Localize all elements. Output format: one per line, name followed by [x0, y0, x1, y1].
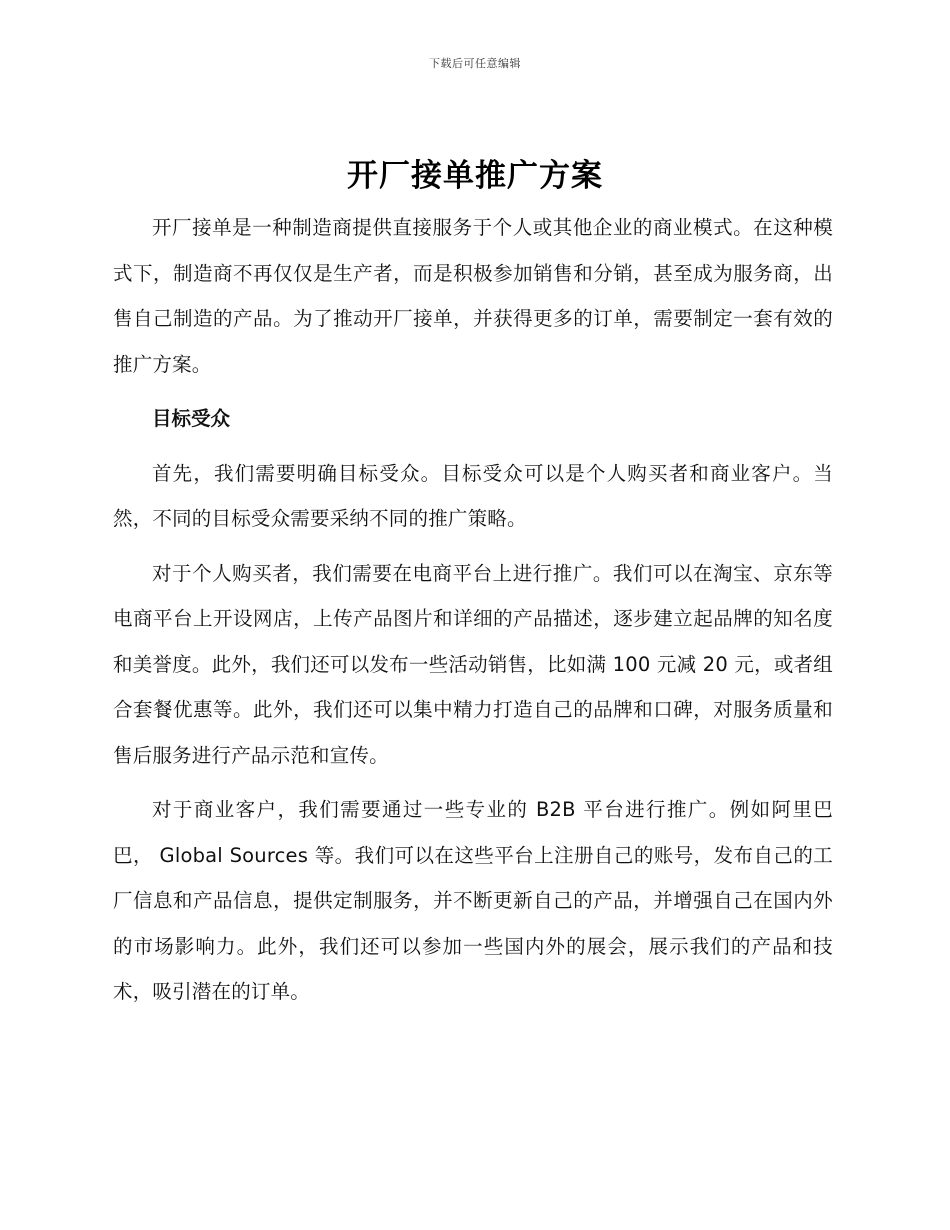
- document-body: [113, 205, 833, 1015]
- page-header-note: 下载后可任意编辑: [429, 57, 521, 70]
- body-paragraph: 首先，我们需要明确目标受众。目标受众可以是个人购买者和商业客户。当然，不同的目标受众需要采纳不同的推广策略。: [113, 461, 833, 530]
- body-paragraph: 对于商业客户，我们需要通过一些专业的 B2B 平台进行推广。例如阿里巴巴， Global Sources 等。我们可以在这些平台上注册自己的账号，发布自己的工厂信息和产品信息，提供定制服务，并不断更新自己的产品，并增强自己在国内外的市场影响力。此外，我们还可以参加一些国内外的展会，展示我们的产品和技术，吸引潜在的订单。: [113, 798, 833, 1003]
- intro-paragraph: 开厂接单是一种制造商提供直接服务于个人或其他企业的商业模式。在这种模式下，制造商不再仅仅是生产者，而是积极参加销售和分销，甚至成为服务商，出售自己制造的产品。为了推动开厂接单，并获得更多的订单，需要制定一套有效的推广方案。: [113, 216, 833, 376]
- section-heading-target-audience: 目标受众: [152, 407, 231, 430]
- body-paragraph: 对于个人购买者，我们需要在电商平台上进行推广。我们可以在淘宝、京东等电商平台上开设网店，上传产品图片和详细的产品描述，逐步建立起品牌的知名度和美誉度。此外，我们还可以发布一些活动销售，比如满 100 元减 20 元，或者组合套餐优惠等。此外，我们还可以集中精力打造自己的品牌和口碑，对服务质量和售后服务进行产品示范和宣传。: [113, 561, 833, 767]
- document-title: 开厂接单推广方案: [347, 158, 603, 194]
